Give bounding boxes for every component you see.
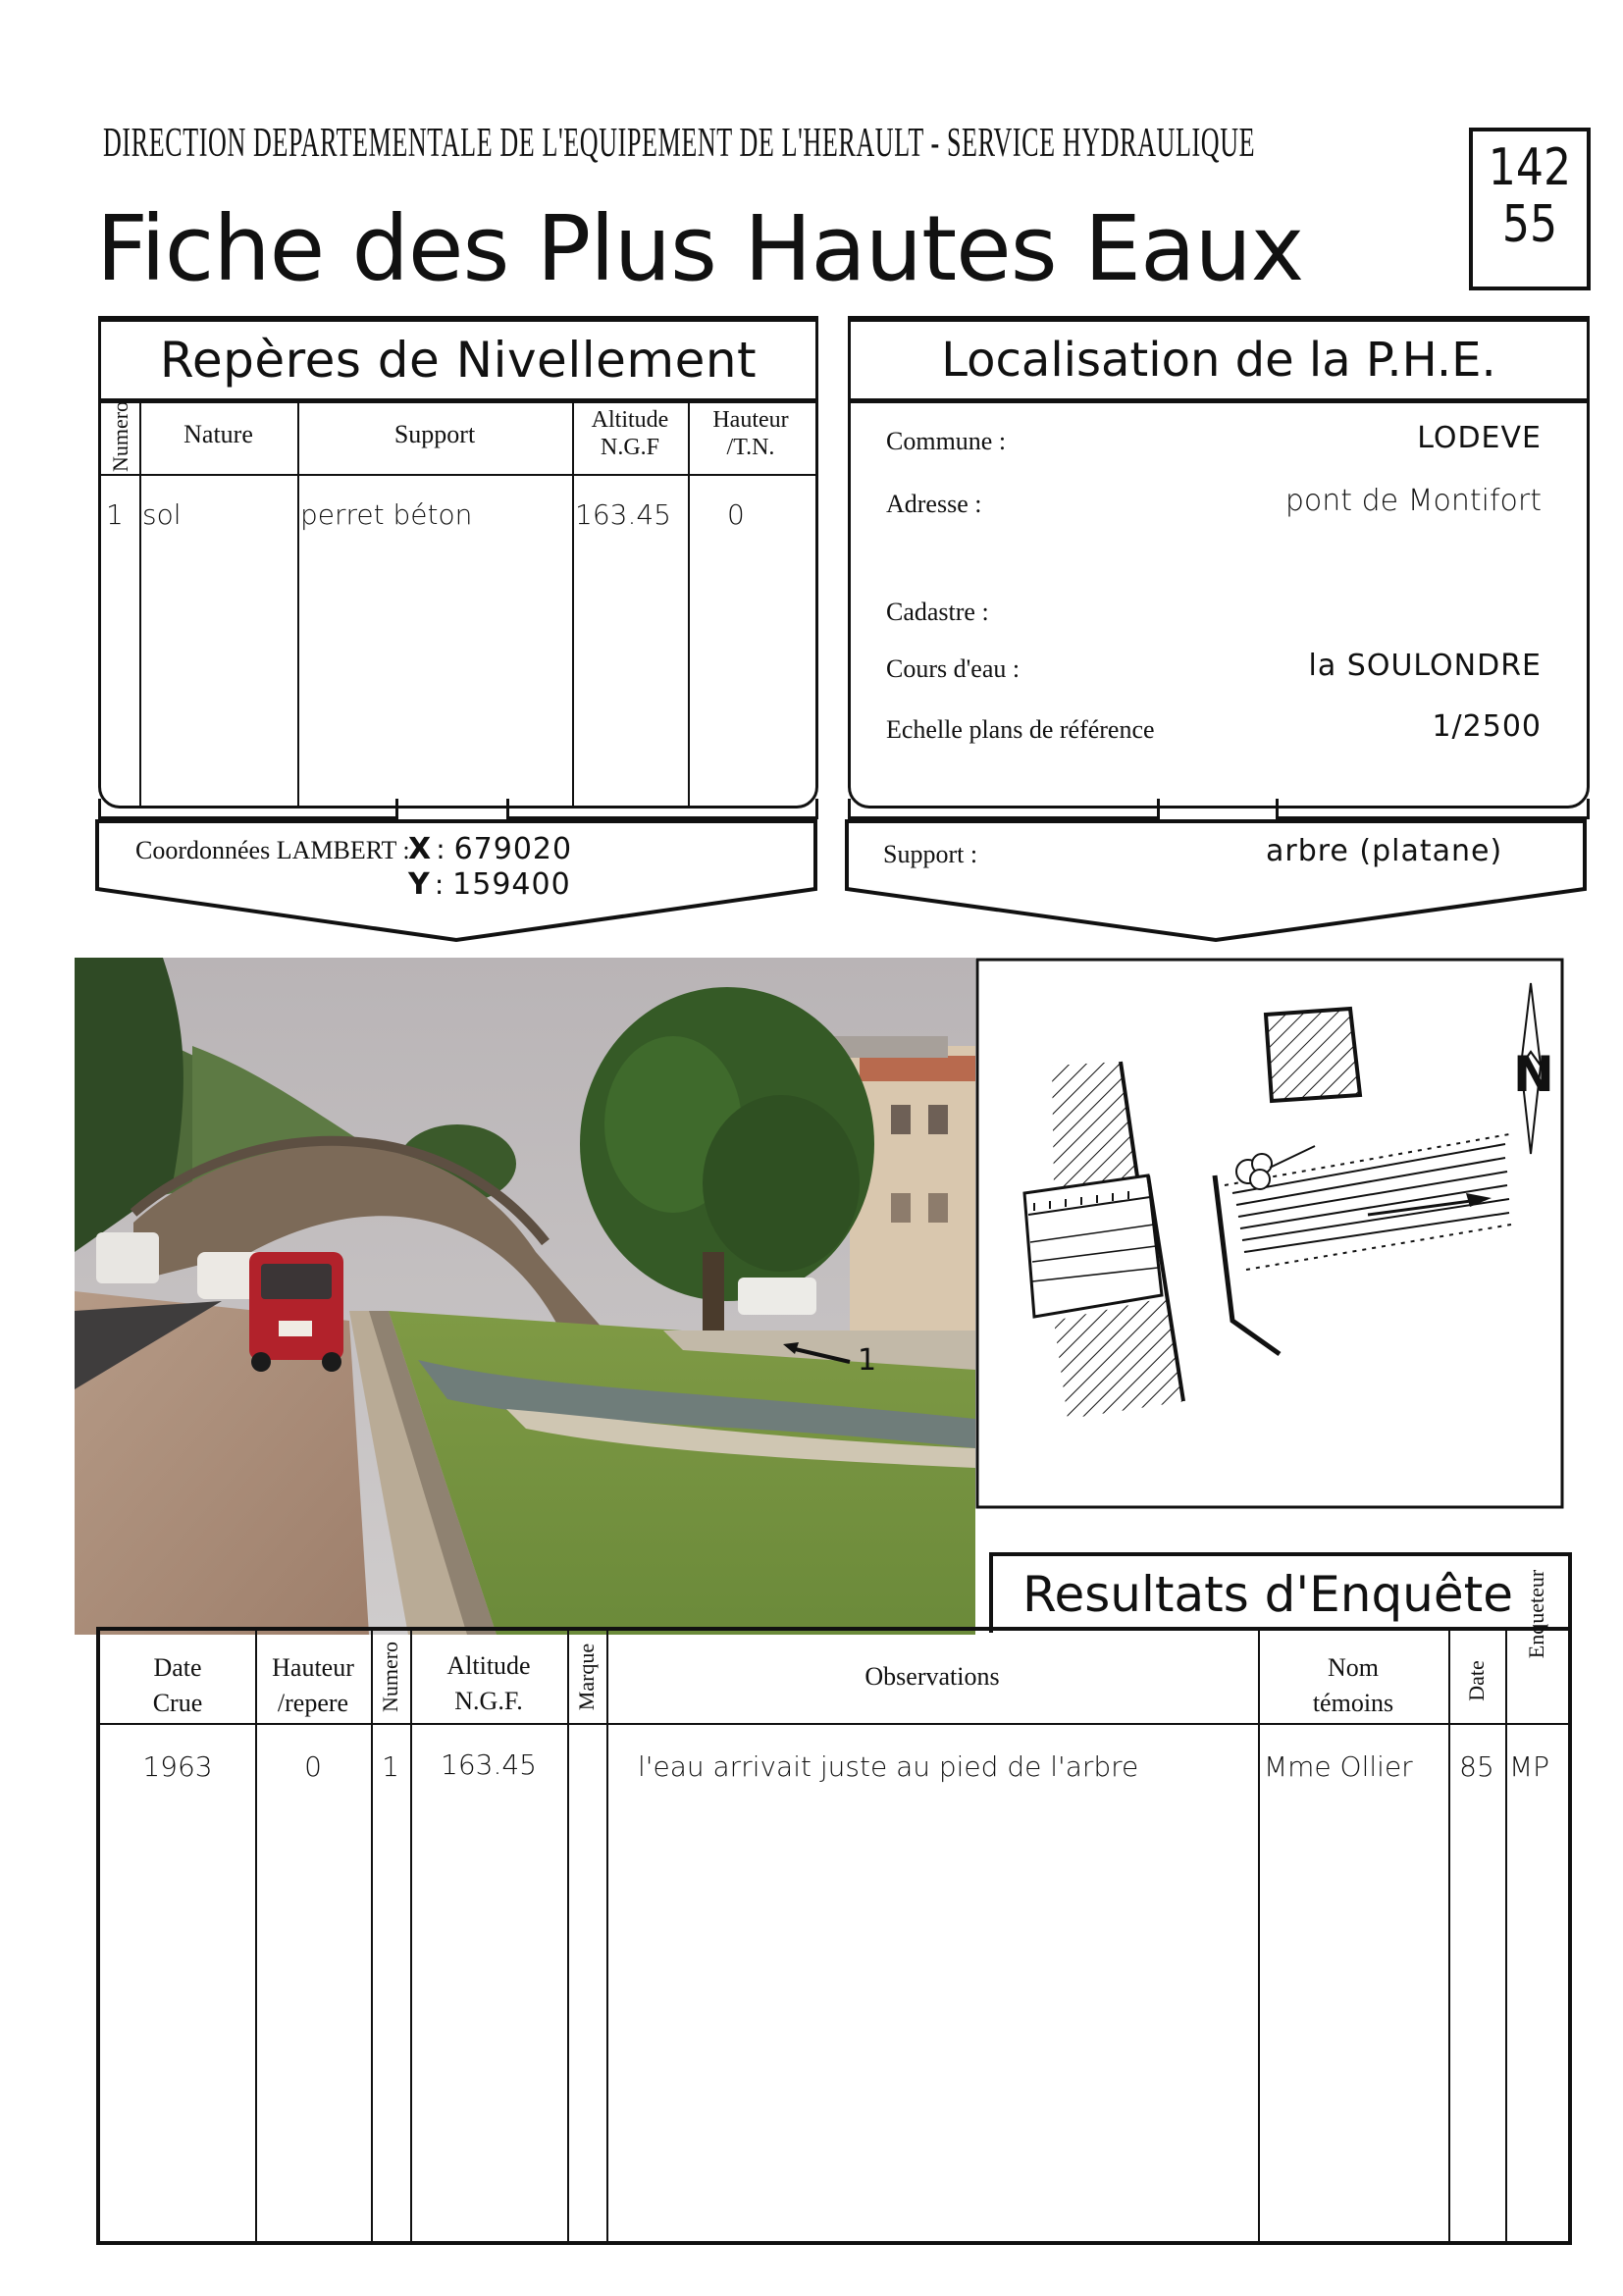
col-hauteur-repere-header: Hauteur /repere (272, 1653, 354, 1717)
y-label: Y (408, 867, 430, 902)
reperes-row-altitude: 163.45 (575, 498, 671, 531)
support-label: Support : (883, 840, 978, 868)
connector-tab-left-2 (506, 799, 818, 819)
result-date-crue: 1963 (142, 1750, 213, 1783)
col-altitude-header: Altitude N.G.F. (446, 1651, 531, 1715)
photo-marker-label: 1 (858, 1343, 877, 1378)
result-observations: l'eau arrivait juste au pied de l'arbre (638, 1750, 1139, 1783)
reference-bottom: 55 (1501, 195, 1558, 254)
cours-eau-label: Cours d'eau : (886, 654, 1021, 683)
echelle-label: Echelle plans de référence (886, 715, 1155, 744)
col-date-crue-header: Date Crue (152, 1653, 203, 1717)
col-nature-header: Nature (183, 420, 253, 448)
reperes-table (101, 400, 815, 806)
coordonnees-x: X : 679020 (408, 832, 573, 866)
col-numero-header: Numero (108, 400, 132, 473)
cadastre-label: Cadastre : (886, 598, 989, 626)
y-value: 159400 (452, 867, 571, 902)
commune-label: Commune : (886, 427, 1007, 455)
page-title: Fiche des Plus Hautes Eaux (96, 196, 1304, 301)
result-temoins: Mme Ollier (1264, 1750, 1413, 1783)
coordonnees-y: Y : 159400 (408, 867, 571, 902)
localisation-title-box (851, 319, 1587, 403)
reperes-row-nature: sol (142, 498, 182, 531)
col-date-header: Date (1464, 1660, 1489, 1701)
site-photo (75, 958, 975, 1635)
result-hauteur: 0 (304, 1750, 322, 1783)
reperes-row-hauteur: 0 (727, 498, 745, 531)
north-label: N (1513, 1046, 1554, 1103)
connector-tab-right-2 (1276, 799, 1590, 819)
support-value: arbre (platane) (1266, 834, 1503, 868)
echelle-value: 1/2500 (1432, 709, 1542, 744)
col-marque-header: Marque (574, 1643, 599, 1711)
connector-tab-left-1 (98, 799, 398, 819)
reperes-title-box (101, 319, 815, 403)
col-support-header: Support (393, 420, 476, 448)
adresse-label: Adresse : (886, 490, 982, 518)
x-value: 679020 (453, 832, 573, 866)
reperes-row-numero: 1 (106, 498, 124, 531)
commune-value: LODEVE (1417, 421, 1542, 455)
col-enqueteur-header: Enqueteur (1524, 1569, 1548, 1659)
reperes-section (98, 316, 818, 809)
reference-top: 142 (1488, 138, 1572, 197)
result-date: 85 (1459, 1750, 1494, 1783)
department-text: DIRECTION DEPARTEMENTALE DE L'EQUIPEMENT DE L'HERAULT - SERVICE HYDRAULIQUE (103, 121, 1256, 166)
col-numero-header: Numero (378, 1641, 402, 1713)
coordonnees-label: Coordonnées LAMBERT : (135, 836, 410, 864)
x-label: X (408, 832, 432, 866)
cours-eau-value: la SOULONDRE (1308, 649, 1542, 683)
reference-box (1469, 128, 1591, 290)
col-altitude-header: Altitude N.G.F (591, 407, 669, 460)
reperes-title: Repères de Nivellement (159, 332, 758, 389)
result-numero: 1 (382, 1750, 399, 1783)
col-observations-header: Observations (864, 1662, 1000, 1691)
result-altitude: 163.45 (441, 1748, 537, 1781)
col-temoins-header: Nom témoins (1312, 1653, 1394, 1717)
adresse-value: pont de Montifort (1284, 484, 1542, 518)
result-enqueteur: MP (1509, 1750, 1550, 1783)
reperes-row-support: perret béton (300, 498, 473, 531)
department-header (103, 120, 1438, 169)
connector-tab-right-1 (848, 799, 1160, 819)
col-hauteur-header: Hauteur /T.N. (712, 407, 789, 460)
localisation-title: Localisation de la P.H.E. (941, 333, 1496, 388)
resultats-title-box (989, 1552, 1572, 1633)
resultats-title: Resultats d'Enquête (1022, 1566, 1513, 1623)
localisation-section (848, 316, 1590, 809)
site-sketch-map (975, 958, 1564, 1509)
